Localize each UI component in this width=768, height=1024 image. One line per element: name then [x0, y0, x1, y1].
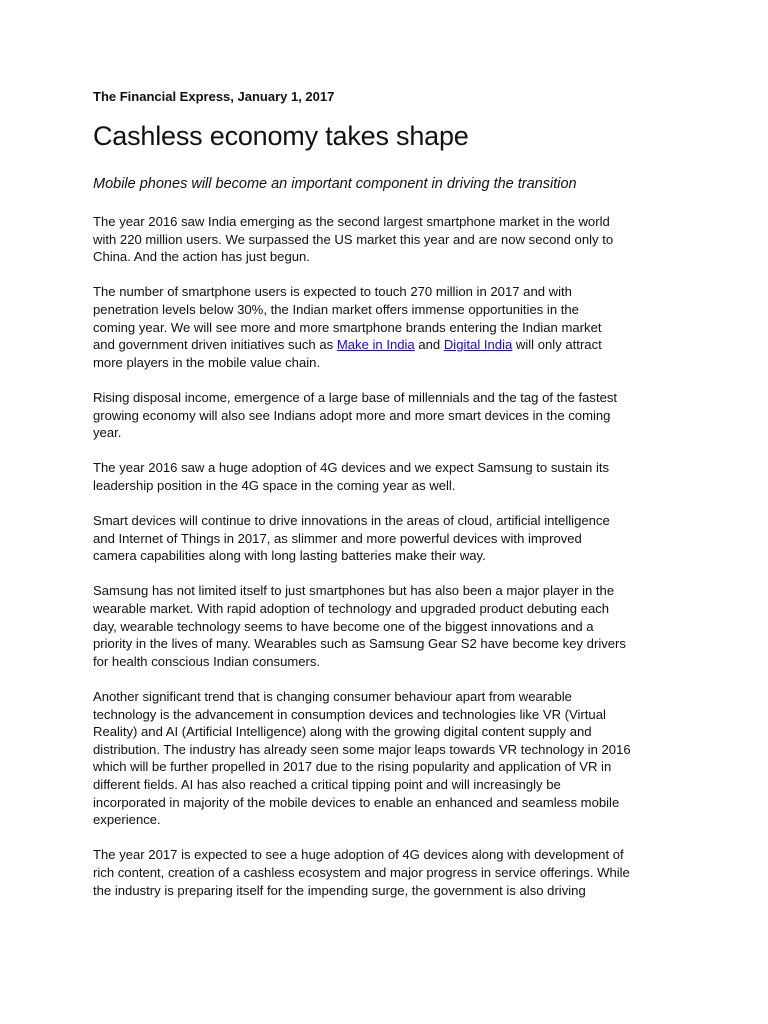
text-line: the industry is preparing itself for the impending surge, the government is also driving	[93, 882, 586, 898]
text-line: coming year. We will see more and more smartphone brands entering the Indian market	[93, 319, 602, 335]
text-line: incorporated in majority of the mobile devices to enable an enhanced and seamless mobile	[93, 794, 620, 810]
text-line: leadership position in the 4G space in the coming year as well.	[93, 477, 456, 493]
paragraph-2	[93, 283, 688, 371]
text-segment: and government driven initiatives such as	[93, 337, 337, 353]
text-line: more players in the mobile value chain.	[93, 354, 321, 370]
text-line-with-links	[93, 336, 688, 354]
article-title: Cashless economy takes shape	[93, 121, 469, 151]
text-line: wearable market. With rapid adoption of technology and upgraded product debuting each	[93, 601, 610, 617]
text-segment: and	[414, 337, 444, 353]
text-line: and Internet of Things in 2017, as slimmer and more powerful devices with improved	[93, 530, 582, 546]
text-line: The year 2016 saw a huge adoption of 4G devices and we expect Samsung to sustain its	[93, 460, 610, 476]
text-line: for health conscious Indian consumers.	[93, 653, 321, 669]
text-line: with 220 million users. We surpassed the US market this year and are now second only to	[93, 231, 614, 247]
paragraph-7	[93, 688, 688, 829]
text-line: day, wearable technology seems to have become one of the biggest innovations and a	[93, 618, 594, 634]
text-line: different fields. AI has also reached a critical tipping point and will increasingly be	[93, 777, 561, 792]
text-line: Another significant trend that is changing consumer behaviour apart from wearable	[93, 689, 572, 705]
paragraph-4	[93, 459, 688, 494]
text-line: The year 2017 is expected to see a huge adoption of 4G devices along with development of	[93, 847, 624, 863]
text-line: rich content, creation of a cashless ecosystem and major progress in service offerings. While	[93, 864, 630, 880]
paragraph-8	[93, 846, 688, 899]
paragraph-5	[93, 512, 688, 565]
article-source: The Financial Express, January 1, 2017	[93, 89, 335, 104]
text-line: Samsung has not limited itself to just smartphones but has also been a major player in the	[93, 583, 615, 599]
paragraph-1	[93, 213, 688, 266]
text-line: The year 2016 saw India emerging as the second largest smartphone market in the world	[93, 214, 610, 229]
text-line: camera capabilities along with long lasting batteries make their way.	[93, 548, 486, 564]
text-line: The number of smartphone users is expected to touch 270 million in 2017 and with	[93, 284, 572, 300]
article-body	[93, 213, 688, 917]
text-line: Rising disposal income, emergence of a large base of millennials and the tag of the fastest	[93, 389, 618, 405]
text-line: priority in the lives of many. Wearables such as Samsung Gear S2 have become key drivers	[93, 636, 626, 652]
paragraph-3	[93, 389, 688, 442]
text-line: which will be further propelled in 2017 due to the rising popularity and application of VR in	[93, 759, 612, 775]
text-line: year.	[93, 425, 122, 441]
text-line: Reality) and AI (Artificial Intelligence) along with the growing digital content supply and	[93, 724, 592, 740]
article-subtitle: Mobile phones will become an important component in driving the transition	[93, 176, 577, 192]
text-line: China. And the action has just begun.	[93, 249, 310, 265]
make-in-india-link[interactable]: Make in India	[336, 337, 415, 353]
text-segment: will only attract	[512, 337, 602, 353]
digital-india-link[interactable]: Digital India	[443, 337, 513, 353]
text-line: distribution. The industry has already seen some major leaps towards VR technology in 2016	[93, 741, 631, 757]
text-line: technology is the advancement in consumption devices and technologies like VR (Virtual	[93, 706, 606, 722]
text-line: Smart devices will continue to drive innovations in the areas of cloud, artificial intelligence	[93, 513, 610, 529]
text-line: experience.	[93, 812, 161, 828]
text-line: growing economy will also see Indians adopt more and more smart devices in the coming	[93, 407, 611, 423]
text-line: penetration levels below 30%, the Indian market offers immense opportunities in the	[93, 301, 579, 317]
paragraph-6	[93, 582, 688, 670]
